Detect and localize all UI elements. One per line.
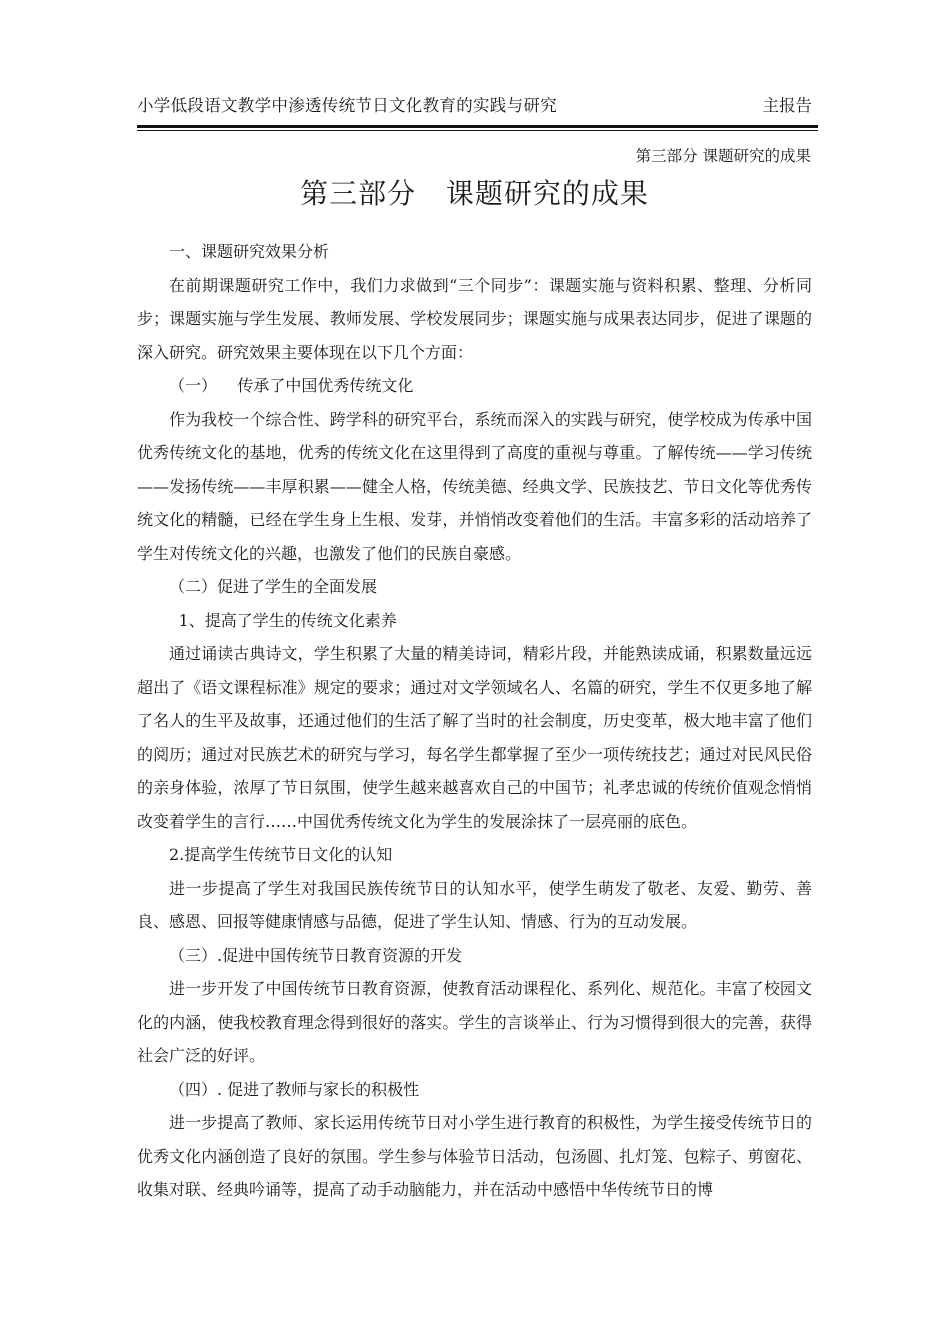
paragraph: 进一步开发了中国传统节日教育资源，使教育活动课程化、系列化、规范化。丰富了校园文化的内涵，使我校教育理念得到很好的落实。学生的言谈举止、行为习惯得到很大的完善，获得社会广泛的好评。 xyxy=(137,979,812,1065)
paragraph: 作为我校一个综合性、跨学科的研究平台，系统而深入的实践与研究，使学校成为传承中国优秀传统文化的基地，优秀的传统文化在这里得到了高度的重视与尊重。了解传统——学习传统——发扬传统——丰厚积累——健全人格，传统美德、经典文学、民族技艺、节日文化等优秀传统文化的精髓，已经在学生身上生根、发芽，并悄悄改变着他们的生活。丰富多彩的活动培养了学生对传统文化的兴趣，也激发了他们的民族自豪感。 xyxy=(137,409,812,563)
section-heading: 1、提高了学生的传统文化素养 xyxy=(178,610,397,630)
section-tag: 第三部分 课题研究的成果 xyxy=(635,147,811,165)
page-title: 第三部分 课题研究的成果 xyxy=(300,177,649,210)
section-heading: （一） 传承了中国优秀传统文化 xyxy=(169,376,414,395)
paragraph: 通过诵读古典诗文，学生积累了大量的精美诗词，精彩片段，并能熟读成诵，积累数量远远超出了《语文课程标准》规定的要求；通过对文学领域名人、名篇的研究，学生不仅更多地了解了名人的生平及故事，还通过他们的生活了解了当时的社会制度，历史变革，极大地丰富了他们的阅历；通过对民族艺术的研究与学习，每名学生都掌握了至少一项传统技艺；通过对民风民俗的亲身体验，浓厚了节日氛围，使学生越来越喜欢自己的中国节；礼孝忠诚的传统价值观念悄悄改变着学生的言行……中国优秀传统文化为学生的发展涂抹了一层亮丽的底色。 xyxy=(137,644,812,831)
paragraph: 进一步提高了教师、家长运用传统节日对小学生进行教育的积极性，为学生接受传统节日的优秀文化内涵创造了良好的氛围。学生参与体验节日活动，包汤圆、扎灯笼、包粽子、剪窗花、收集对联、经典吟诵等，提高了动手动脑能力，并在活动中感悟中华传统节日的博 xyxy=(137,1113,812,1199)
body-text xyxy=(137,235,812,1207)
header-rule-thick xyxy=(137,125,818,128)
header-report-label: 主报告 xyxy=(762,96,812,115)
section-heading: （四）. 促进了教师与家长的积极性 xyxy=(169,1079,420,1099)
header-rule-thin xyxy=(137,130,818,131)
paragraph: 进一步提高了学生对我国民族传统节日的认知水平，使学生萌发了敬老、友爱、勤劳、善良、感恩、回报等健康情感与品德，促进了学生认知、情感、行为的互动发展。 xyxy=(137,878,812,931)
running-header xyxy=(137,92,812,120)
section-heading: （三）.促进中国传统节日教育资源的开发 xyxy=(169,945,463,965)
paragraph: 在前期课题研究工作中，我们力求做到“三个同步”：课题实施与资料积累、整理、分析同步；课题实施与学生发展、教师发展、学校发展同步；课题实施与成果表达同步，促进了课题的深入研究。研究效果主要体现在以下几个方面： xyxy=(137,275,812,362)
section-heading: 2.提高学生传统节日文化的认知 xyxy=(169,845,393,864)
section-heading: 一、课题研究效果分析 xyxy=(169,242,330,261)
section-heading: （二）促进了学生的全面发展 xyxy=(169,577,378,596)
header-title: 小学低段语文教学中渗透传统节日文化教育的实践与研究 xyxy=(137,96,557,115)
